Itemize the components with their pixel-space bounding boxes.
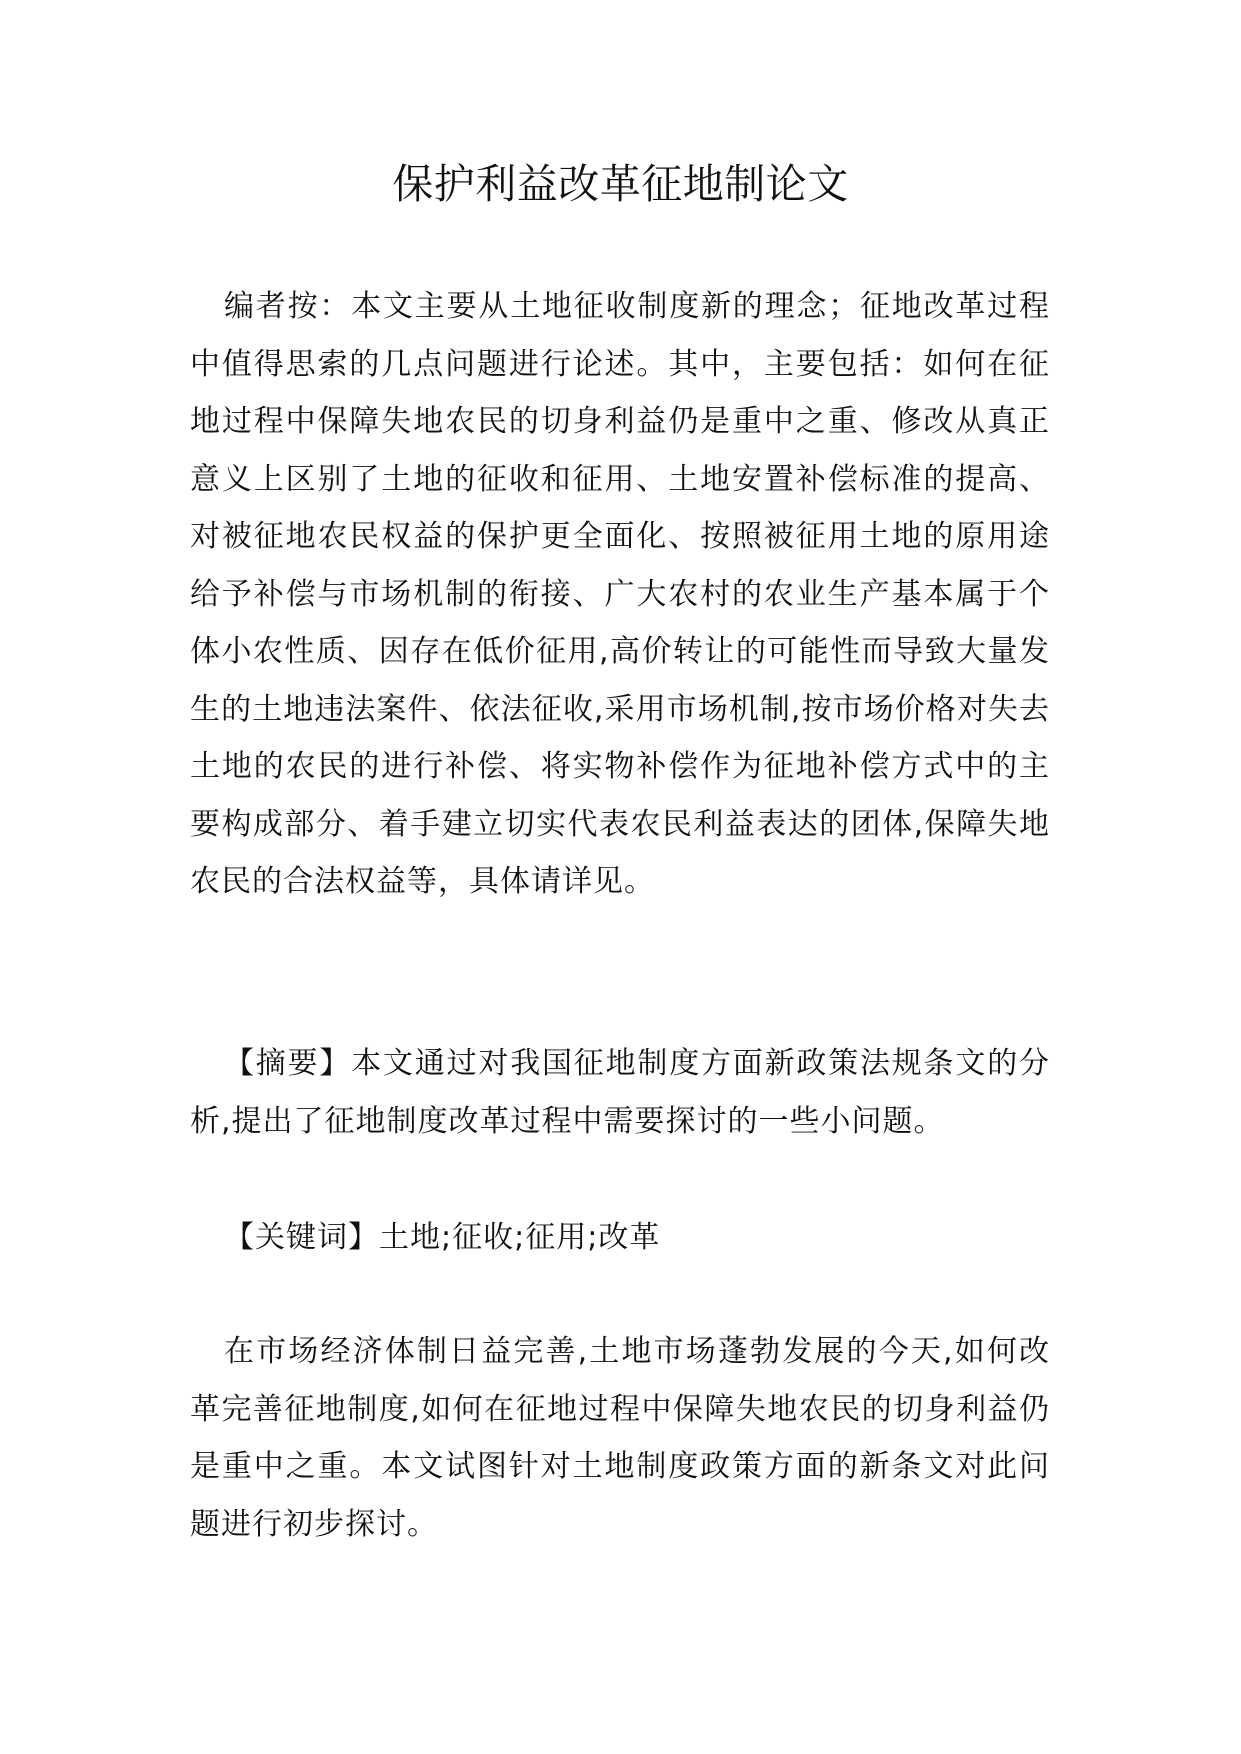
editor-note-paragraph: 编者按：本文主要从土地征收制度新的理念；征地改革过程中值得思索的几点问题进行论述。其中，主要包括：如何在征地过程中保障失地农民的切身利益仍是重中之重、修改从真正意义上区别了土地的征收和征用、土地安置补偿标准的提高、对被征地农民权益的保护更全面化、按照被征用土地的原用途给予补偿与市场机制的衔接、广大农村的农业生产基本属于个体小农性质、因存在低价征用,高价转让的可能性而导致大量发生的土地违法案件、依法征收,采用市场机制,按市场价格对失去土地的农民的进行补偿、将实物补偿作为征地补偿方式中的主要构成部分、着手建立切实代表农民利益表达的团体,保障失地农民的合法权益等，具体请详见。: [190, 289, 1050, 899]
keywords-paragraph: 【关键词】土地;征收;征用;改革: [224, 1220, 661, 1255]
abstract-paragraph: 【摘要】本文通过对我国征地制度方面新政策法规条文的分析,提出了征地制度改革过程中需要探讨的一些小问题。: [190, 1046, 1050, 1139]
document-title: 保护利益改革征地制论文: [392, 160, 849, 208]
intro-paragraph: 在市场经济体制日益完善,土地市场蓬勃发展的今天,如何改革完善征地制度,如何在征地过程中保障失地农民的切身利益仍是重中之重。本文试图针对土地制度政策方面的新条文对此问题进行初步探讨。: [190, 1334, 1050, 1542]
